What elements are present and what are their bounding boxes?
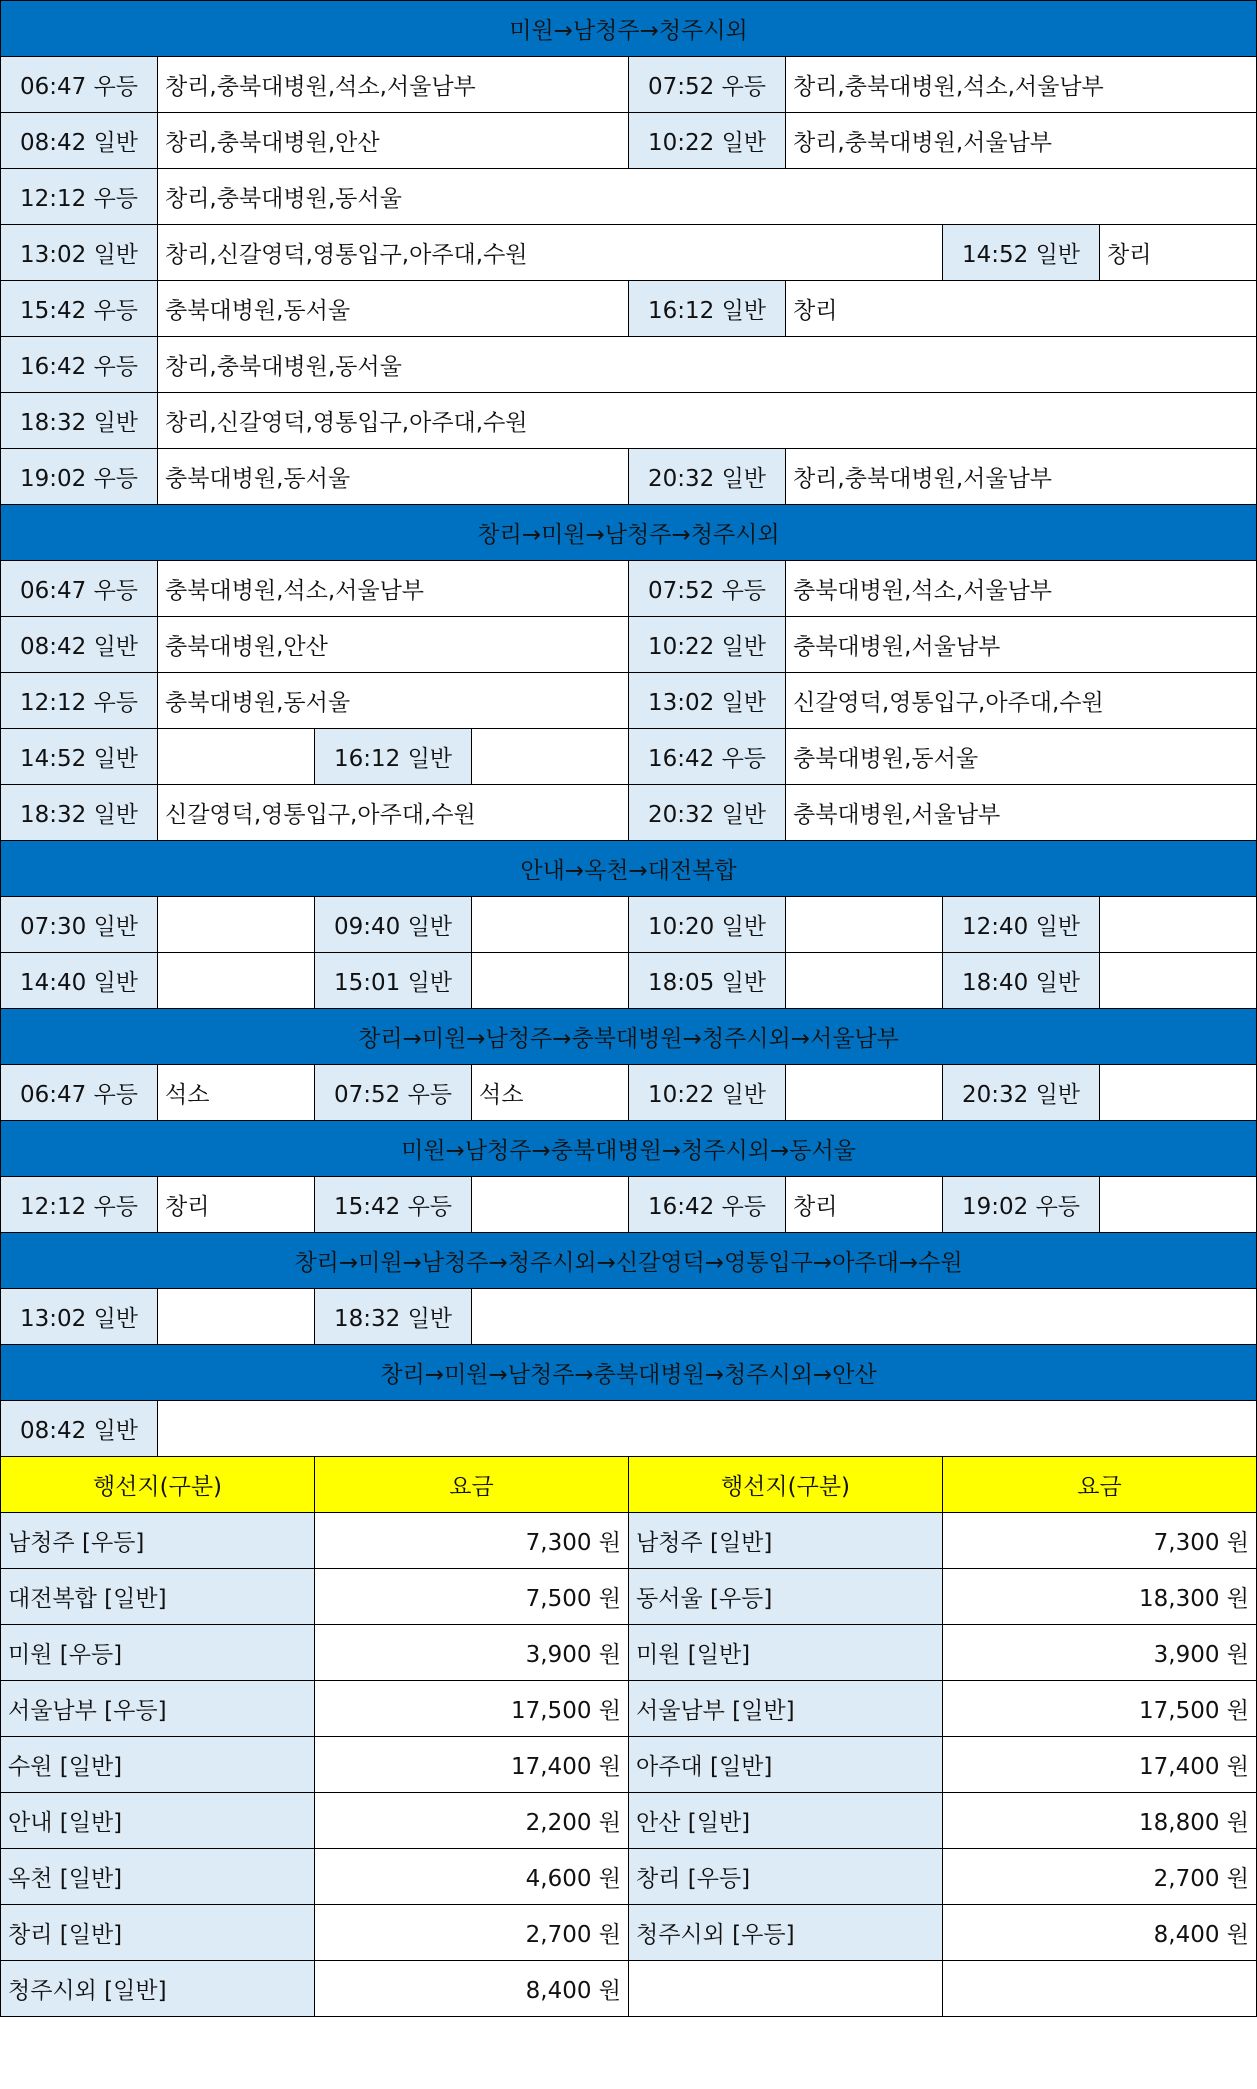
fare-destination: 대전복합 [일반] xyxy=(1,1569,315,1625)
fare-destination: 청주시외 [우등] xyxy=(629,1905,943,1961)
departure-time: 19:02 우등 xyxy=(943,1177,1100,1233)
via-stops: 창리,충북대병원,안산 xyxy=(158,113,629,169)
schedule-row xyxy=(1,617,1257,673)
departure-time: 10:20 일반 xyxy=(629,897,786,953)
fare-destination: 수원 [일반] xyxy=(1,1737,315,1793)
via-stops: 석소 xyxy=(472,1065,629,1121)
section-header-row xyxy=(1,1121,1257,1177)
via-stops: 충북대병원,동서울 xyxy=(158,281,629,337)
schedule-row xyxy=(1,785,1257,841)
departure-time: 12:12 우등 xyxy=(1,1177,158,1233)
via-stops: 충북대병원,서울남부 xyxy=(786,785,1257,841)
via-stops: 신갈영덕,영통입구,아주대,수원 xyxy=(786,673,1257,729)
departure-time: 14:52 일반 xyxy=(943,225,1100,281)
departure-time: 12:12 우등 xyxy=(1,169,158,225)
departure-time: 10:22 일반 xyxy=(629,1065,786,1121)
fare-row xyxy=(1,1569,1257,1625)
departure-time: 14:52 일반 xyxy=(1,729,158,785)
via-stops: 창리,충북대병원,동서울 xyxy=(158,337,1257,393)
via-stops xyxy=(158,729,315,785)
departure-time: 18:32 일반 xyxy=(315,1289,472,1345)
via-stops xyxy=(786,953,943,1009)
via-stops xyxy=(158,1289,315,1345)
fare-price: 17,500 원 xyxy=(315,1681,629,1737)
section-header-row xyxy=(1,505,1257,561)
via-stops xyxy=(1100,897,1257,953)
via-stops: 창리 xyxy=(1100,225,1257,281)
section-header-row xyxy=(1,1345,1257,1401)
fare-row xyxy=(1,1737,1257,1793)
schedule-row xyxy=(1,281,1257,337)
fare-header-price: 요금 xyxy=(315,1457,629,1513)
schedule-row xyxy=(1,337,1257,393)
via-stops: 창리,충북대병원,서울남부 xyxy=(786,449,1257,505)
via-stops xyxy=(786,1065,943,1121)
fare-destination xyxy=(629,1961,943,2017)
schedule-row xyxy=(1,1289,1257,1345)
via-stops: 창리 xyxy=(158,1177,315,1233)
fare-price: 3,900 원 xyxy=(315,1625,629,1681)
departure-time: 10:22 일반 xyxy=(629,113,786,169)
departure-time: 12:40 일반 xyxy=(943,897,1100,953)
via-stops: 창리,충북대병원,석소,서울남부 xyxy=(786,57,1257,113)
departure-time: 07:52 우등 xyxy=(629,561,786,617)
via-stops: 창리,충북대병원,석소,서울남부 xyxy=(158,57,629,113)
fare-destination: 청주시외 [일반] xyxy=(1,1961,315,2017)
fare-destination: 미원 [우등] xyxy=(1,1625,315,1681)
fare-destination: 아주대 [일반] xyxy=(629,1737,943,1793)
via-stops xyxy=(1100,953,1257,1009)
fare-price: 2,700 원 xyxy=(315,1905,629,1961)
departure-time: 07:30 일반 xyxy=(1,897,158,953)
departure-time: 16:12 일반 xyxy=(315,729,472,785)
fare-header-price: 요금 xyxy=(943,1457,1257,1513)
schedule-row xyxy=(1,953,1257,1009)
section-header-row xyxy=(1,1233,1257,1289)
departure-time: 20:32 일반 xyxy=(629,785,786,841)
via-stops xyxy=(472,953,629,1009)
section-header-row xyxy=(1,1,1257,57)
departure-time: 13:02 일반 xyxy=(629,673,786,729)
via-stops: 충북대병원,석소,서울남부 xyxy=(786,561,1257,617)
departure-time: 12:12 우등 xyxy=(1,673,158,729)
via-stops xyxy=(472,897,629,953)
via-stops: 창리,신갈영덕,영통입구,아주대,수원 xyxy=(158,393,1257,449)
schedule-row xyxy=(1,449,1257,505)
departure-time: 15:42 우등 xyxy=(1,281,158,337)
fare-row xyxy=(1,1513,1257,1569)
fare-price: 2,200 원 xyxy=(315,1793,629,1849)
departure-time: 08:42 일반 xyxy=(1,617,158,673)
fare-destination: 남청주 [우등] xyxy=(1,1513,315,1569)
via-stops xyxy=(158,1401,1257,1457)
fare-price: 18,300 원 xyxy=(943,1569,1257,1625)
fare-price xyxy=(943,1961,1257,2017)
fare-destination: 남청주 [일반] xyxy=(629,1513,943,1569)
departure-time: 19:02 우등 xyxy=(1,449,158,505)
section-title: 미원→남청주→충북대병원→청주시외→동서울 xyxy=(1,1121,1257,1177)
departure-time: 16:42 우등 xyxy=(629,1177,786,1233)
via-stops: 충북대병원,동서울 xyxy=(158,449,629,505)
fare-destination: 안내 [일반] xyxy=(1,1793,315,1849)
fare-price: 4,600 원 xyxy=(315,1849,629,1905)
fare-price: 3,900 원 xyxy=(943,1625,1257,1681)
departure-time: 09:40 일반 xyxy=(315,897,472,953)
section-title: 안내→옥천→대전복합 xyxy=(1,841,1257,897)
departure-time: 18:32 일반 xyxy=(1,393,158,449)
fare-row xyxy=(1,1793,1257,1849)
fare-price: 7,300 원 xyxy=(943,1513,1257,1569)
schedule-row xyxy=(1,561,1257,617)
schedule-row xyxy=(1,673,1257,729)
fare-row xyxy=(1,1625,1257,1681)
departure-time: 08:42 일반 xyxy=(1,1401,158,1457)
via-stops xyxy=(786,897,943,953)
via-stops: 충북대병원,서울남부 xyxy=(786,617,1257,673)
fare-price: 17,400 원 xyxy=(943,1737,1257,1793)
departure-time: 15:01 일반 xyxy=(315,953,472,1009)
departure-time: 06:47 우등 xyxy=(1,561,158,617)
departure-time: 18:05 일반 xyxy=(629,953,786,1009)
fare-price: 7,300 원 xyxy=(315,1513,629,1569)
fare-destination: 옥천 [일반] xyxy=(1,1849,315,1905)
via-stops: 석소 xyxy=(158,1065,315,1121)
fare-header-destination: 행선지(구분) xyxy=(629,1457,943,1513)
departure-time: 13:02 일반 xyxy=(1,225,158,281)
section-title: 창리→미원→남청주→청주시외→신갈영덕→영통입구→아주대→수원 xyxy=(1,1233,1257,1289)
section-header-row xyxy=(1,1009,1257,1065)
schedule-row xyxy=(1,57,1257,113)
departure-time: 16:12 일반 xyxy=(629,281,786,337)
via-stops xyxy=(1100,1177,1257,1233)
departure-time: 10:22 일반 xyxy=(629,617,786,673)
via-stops xyxy=(472,1177,629,1233)
via-stops xyxy=(158,953,315,1009)
via-stops: 충북대병원,동서울 xyxy=(158,673,629,729)
schedule-row xyxy=(1,729,1257,785)
departure-time: 07:52 우등 xyxy=(629,57,786,113)
departure-time: 20:32 일반 xyxy=(943,1065,1100,1121)
fare-destination: 창리 [일반] xyxy=(1,1905,315,1961)
via-stops xyxy=(1100,1065,1257,1121)
section-title: 창리→미원→남청주→충북대병원→청주시외→안산 xyxy=(1,1345,1257,1401)
via-stops xyxy=(472,1289,1257,1345)
departure-time: 08:42 일반 xyxy=(1,113,158,169)
via-stops: 충북대병원,안산 xyxy=(158,617,629,673)
via-stops: 창리,충북대병원,서울남부 xyxy=(786,113,1257,169)
fare-destination: 미원 [일반] xyxy=(629,1625,943,1681)
fare-price: 8,400 원 xyxy=(943,1905,1257,1961)
fare-header-row xyxy=(1,1457,1257,1513)
schedule-row xyxy=(1,1401,1257,1457)
section-title: 미원→남청주→청주시외 xyxy=(1,1,1257,57)
fare-price: 7,500 원 xyxy=(315,1569,629,1625)
schedule-row xyxy=(1,169,1257,225)
departure-time: 16:42 우등 xyxy=(629,729,786,785)
fare-destination: 창리 [우등] xyxy=(629,1849,943,1905)
via-stops xyxy=(158,897,315,953)
via-stops: 창리 xyxy=(786,1177,943,1233)
fare-price: 8,400 원 xyxy=(315,1961,629,2017)
departure-time: 16:42 우등 xyxy=(1,337,158,393)
schedule-row xyxy=(1,113,1257,169)
fare-destination: 동서울 [우등] xyxy=(629,1569,943,1625)
fare-row xyxy=(1,1681,1257,1737)
via-stops: 신갈영덕,영통입구,아주대,수원 xyxy=(158,785,629,841)
via-stops: 창리,신갈영덕,영통입구,아주대,수원 xyxy=(158,225,943,281)
fare-destination: 서울남부 [우등] xyxy=(1,1681,315,1737)
fare-row xyxy=(1,1905,1257,1961)
via-stops: 충북대병원,동서울 xyxy=(786,729,1257,785)
fare-destination: 서울남부 [일반] xyxy=(629,1681,943,1737)
schedule-row xyxy=(1,897,1257,953)
fare-row xyxy=(1,1849,1257,1905)
fare-price: 17,400 원 xyxy=(315,1737,629,1793)
schedule-row xyxy=(1,393,1257,449)
fare-price: 2,700 원 xyxy=(943,1849,1257,1905)
departure-time: 06:47 우등 xyxy=(1,57,158,113)
schedule-row xyxy=(1,225,1257,281)
via-stops: 창리 xyxy=(786,281,1257,337)
departure-time: 18:32 일반 xyxy=(1,785,158,841)
fare-header-destination: 행선지(구분) xyxy=(1,1457,315,1513)
via-stops: 창리,충북대병원,동서울 xyxy=(158,169,1257,225)
departure-time: 06:47 우등 xyxy=(1,1065,158,1121)
departure-time: 18:40 일반 xyxy=(943,953,1100,1009)
fare-row xyxy=(1,1961,1257,2017)
departure-time: 20:32 일반 xyxy=(629,449,786,505)
via-stops: 충북대병원,석소,서울남부 xyxy=(158,561,629,617)
via-stops xyxy=(472,729,629,785)
departure-time: 15:42 우등 xyxy=(315,1177,472,1233)
fare-price: 18,800 원 xyxy=(943,1793,1257,1849)
schedule-row xyxy=(1,1177,1257,1233)
departure-time: 13:02 일반 xyxy=(1,1289,158,1345)
schedule-row xyxy=(1,1065,1257,1121)
section-title: 창리→미원→남청주→충북대병원→청주시외→서울남부 xyxy=(1,1009,1257,1065)
fare-destination: 안산 [일반] xyxy=(629,1793,943,1849)
section-title: 창리→미원→남청주→청주시외 xyxy=(1,505,1257,561)
departure-time: 07:52 우등 xyxy=(315,1065,472,1121)
fare-price: 17,500 원 xyxy=(943,1681,1257,1737)
section-header-row xyxy=(1,841,1257,897)
departure-time: 14:40 일반 xyxy=(1,953,158,1009)
